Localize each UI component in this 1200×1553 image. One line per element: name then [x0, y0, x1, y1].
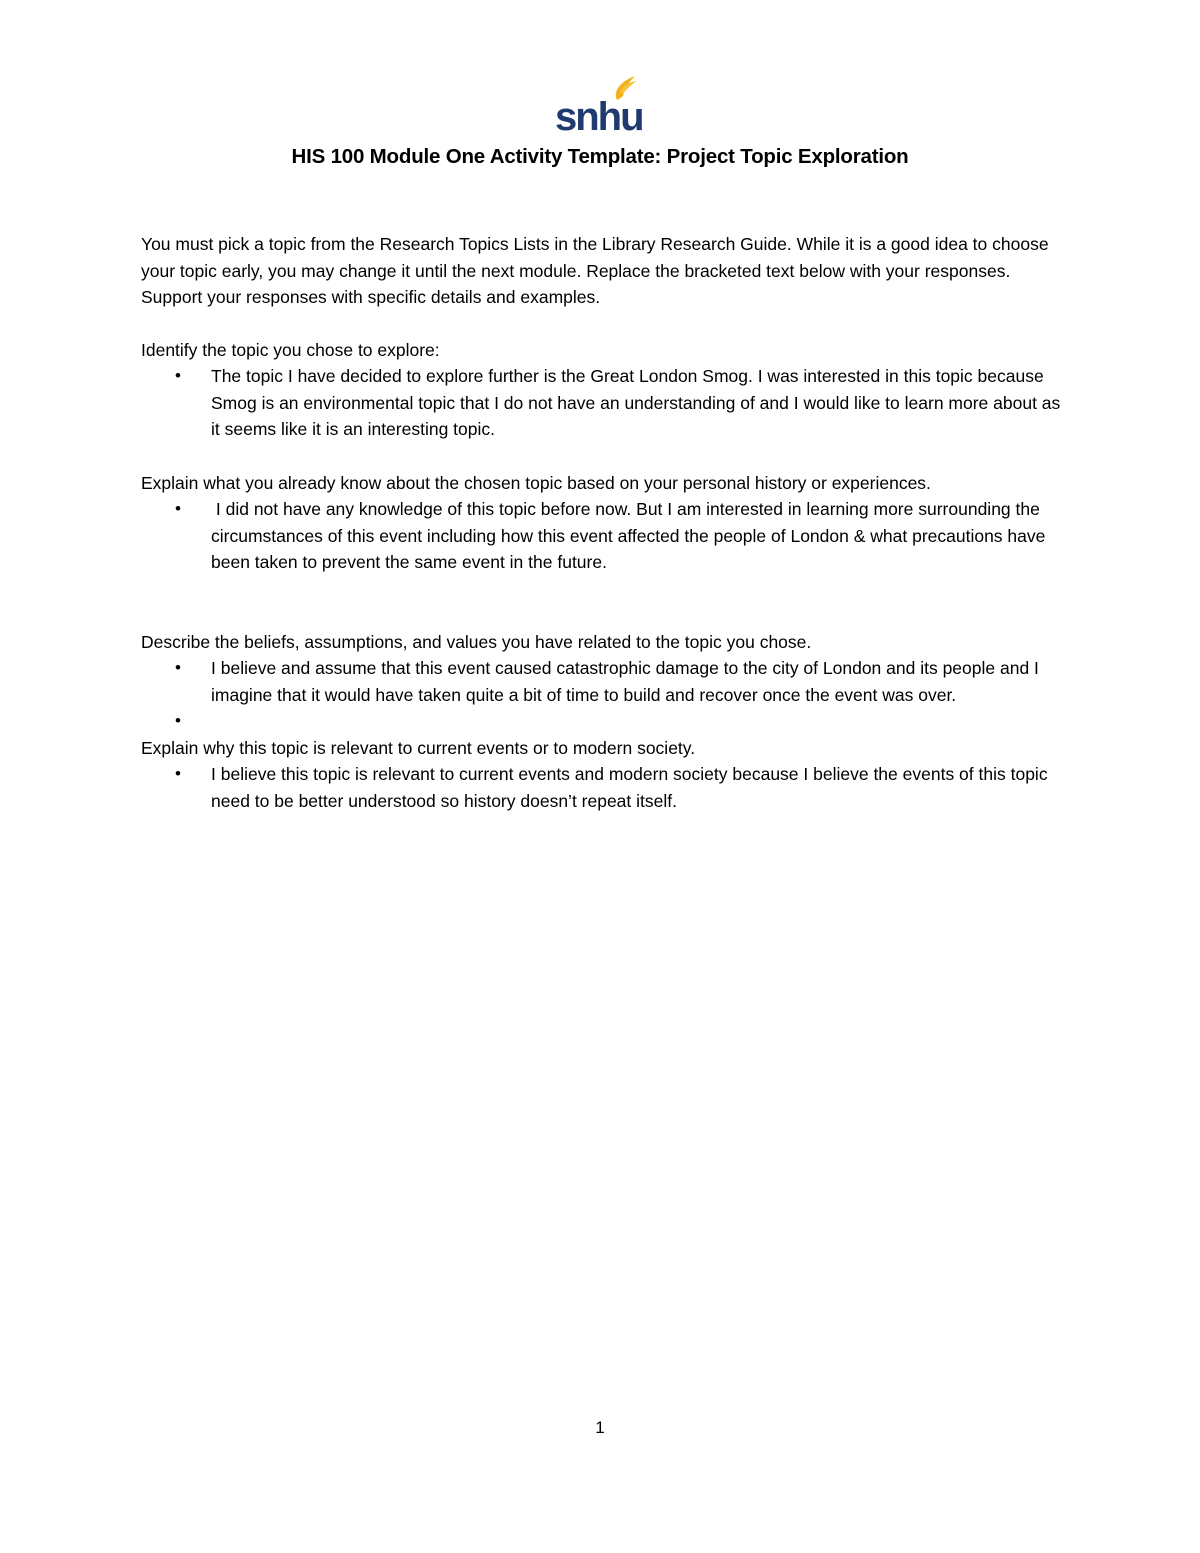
bullet-text: I did not have any knowledge of this topic before now. But I am interested in learning more surrounding the circumstances of this event including how this event affected the people of London & what precautions have been taken to prevent the same event in the future. [211, 499, 1051, 572]
bullet-glyph: • [175, 499, 181, 518]
intro-paragraph: You must pick a topic from the Research Topics Lists in the Library Research Guide. While it is a good idea to choose your topic early, you may change it until the next module. Replace the bracketed text below with your responses. Support your responses with specific details and examples. [141, 234, 1049, 307]
bullet-list-prior-knowledge [141, 496, 1071, 576]
bullet-text: I believe and assume that this event caused catastrophic damage to the city of London and its people and I imagine that it would have taken quite a bit of time to build and recover once the event was over. [211, 658, 1039, 705]
bullet-text [211, 711, 216, 731]
bullet-text: The topic I have decided to explore further is the Great London Smog. I was interested in this topic because Smog is an environmental topic that I do not have an understanding of and I would like to learn more about as it seems like it is an interesting topic. [211, 366, 1061, 439]
bullet-glyph: • [175, 764, 181, 783]
list-item [141, 655, 1071, 708]
snhu-logo [553, 70, 643, 134]
list-item [141, 761, 1071, 814]
prompt-beliefs: Describe the beliefs, assumptions, and values you have related to the topic you chose. [141, 631, 812, 652]
document-title: HIS 100 Module One Activity Template: Project Topic Exploration [291, 145, 909, 168]
prompt-identify-topic: Identify the topic you chose to explore: [141, 339, 440, 360]
list-item [141, 496, 1071, 576]
list-item [141, 363, 1071, 443]
page-number: 1 [595, 1418, 605, 1437]
snhu-logo-graphic [553, 70, 643, 134]
prompt-relevance: Explain why this topic is relevant to current events or to modern society. [141, 737, 696, 758]
svg-text:snhu: snhu [555, 95, 643, 134]
bullet-text: I believe this topic is relevant to current events and modern society because I believe the events of this topic need to be better understood so history doesn’t repeat itself. [211, 764, 1048, 811]
prompt-prior-knowledge: Explain what you already know about the chosen topic based on your personal history or experiences. [141, 472, 931, 493]
bullet-list-beliefs [141, 655, 1071, 735]
bullet-glyph: • [175, 366, 181, 385]
bullet-list-relevance [141, 761, 1071, 814]
bullet-glyph: • [175, 658, 181, 677]
bullet-list-identify-topic [141, 363, 1071, 443]
list-item [141, 708, 1071, 735]
bullet-glyph: • [175, 711, 181, 730]
document-body [141, 231, 1071, 814]
